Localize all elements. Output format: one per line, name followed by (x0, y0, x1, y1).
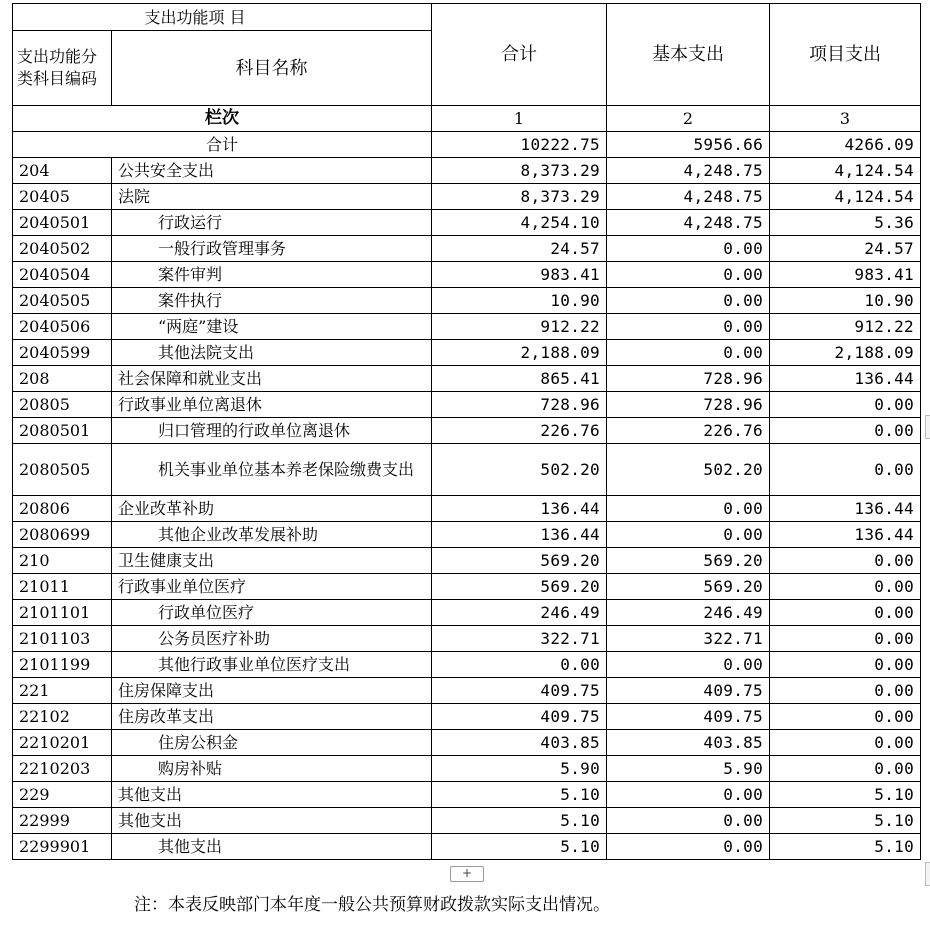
row-code: 2101199 (13, 652, 112, 678)
row-total: 569.20 (432, 574, 607, 600)
row-basic: 569.20 (607, 574, 770, 600)
row-total: 569.20 (432, 548, 607, 574)
row-total: 4,254.10 (432, 210, 607, 236)
col3-index: 3 (770, 106, 921, 132)
row-basic: 0.00 (607, 340, 770, 366)
row-basic: 246.49 (607, 600, 770, 626)
table-row (13, 834, 921, 860)
row-total: 403.85 (432, 730, 607, 756)
row-basic: 5.90 (607, 756, 770, 782)
row-code: 2080699 (13, 522, 112, 548)
project-header: 项目支出 (770, 4, 921, 106)
row-total: 983.41 (432, 262, 607, 288)
table-row (13, 522, 921, 548)
row-basic: 226.76 (607, 418, 770, 444)
row-project: 983.41 (770, 262, 921, 288)
table-row (13, 600, 921, 626)
row-project: 5.36 (770, 210, 921, 236)
row-project: 0.00 (770, 418, 921, 444)
row-basic: 0.00 (607, 782, 770, 808)
table-row (13, 496, 921, 522)
row-total: 5.10 (432, 782, 607, 808)
table-row (13, 756, 921, 782)
summary-project: 4266.09 (770, 132, 921, 158)
header-row-1 (13, 4, 921, 31)
row-basic: 409.75 (607, 704, 770, 730)
basic-header: 基本支出 (607, 4, 770, 106)
row-code: 2040501 (13, 210, 112, 236)
row-code: 22999 (13, 808, 112, 834)
row-name: 行政事业单位离退休 (112, 392, 432, 418)
row-total: 5.10 (432, 834, 607, 860)
row-code: 2101103 (13, 626, 112, 652)
row-name: 企业改革补助 (112, 496, 432, 522)
table-row (13, 392, 921, 418)
summary-row (13, 132, 921, 158)
row-code: 2040504 (13, 262, 112, 288)
row-project: 0.00 (770, 652, 921, 678)
table-row (13, 626, 921, 652)
row-project: 2,188.09 (770, 340, 921, 366)
row-code: 2299901 (13, 834, 112, 860)
row-name: 社会保障和就业支出 (112, 366, 432, 392)
row-name: 卫生健康支出 (112, 548, 432, 574)
row-total: 728.96 (432, 392, 607, 418)
row-code: 2040506 (13, 314, 112, 340)
row-code: 22102 (13, 704, 112, 730)
summary-label: 合计 (13, 132, 432, 158)
row-name: 行政单位医疗 (112, 600, 432, 626)
row-name: 法院 (112, 184, 432, 210)
row-project: 24.57 (770, 236, 921, 262)
table-row (13, 236, 921, 262)
table-row (13, 262, 921, 288)
row-total: 5.10 (432, 808, 607, 834)
table-row (13, 808, 921, 834)
row-project: 4,124.54 (770, 184, 921, 210)
row-project: 0.00 (770, 626, 921, 652)
row-code: 2080501 (13, 418, 112, 444)
row-code: 229 (13, 782, 112, 808)
row-code: 2210201 (13, 730, 112, 756)
row-basic: 403.85 (607, 730, 770, 756)
row-code: 2040599 (13, 340, 112, 366)
table-row (13, 678, 921, 704)
row-basic: 0.00 (607, 262, 770, 288)
row-code: 2101101 (13, 600, 112, 626)
row-total: 8,373.29 (432, 158, 607, 184)
row-total: 24.57 (432, 236, 607, 262)
row-basic: 322.71 (607, 626, 770, 652)
table-row (13, 548, 921, 574)
row-name: 其他支出 (112, 782, 432, 808)
row-basic: 569.20 (607, 548, 770, 574)
table-row (13, 704, 921, 730)
row-code: 2210203 (13, 756, 112, 782)
row-total: 2,188.09 (432, 340, 607, 366)
row-name: 其他支出 (112, 834, 432, 860)
row-name: 住房公积金 (112, 730, 432, 756)
row-code: 2040505 (13, 288, 112, 314)
col1-index: 1 (432, 106, 607, 132)
row-basic: 728.96 (607, 366, 770, 392)
row-total: 136.44 (432, 496, 607, 522)
add-row-button[interactable]: + (450, 866, 484, 882)
row-code: 208 (13, 366, 112, 392)
row-project: 10.90 (770, 288, 921, 314)
name-header: 科目名称 (112, 31, 432, 106)
row-basic: 0.00 (607, 652, 770, 678)
row-basic: 4,248.75 (607, 158, 770, 184)
row-basic: 0.00 (607, 522, 770, 548)
row-project: 5.10 (770, 834, 921, 860)
row-name: “两庭”建设 (112, 314, 432, 340)
row-total: 409.75 (432, 678, 607, 704)
row-code: 21011 (13, 574, 112, 600)
row-name: 公共安全支出 (112, 158, 432, 184)
row-project: 0.00 (770, 704, 921, 730)
row-total: 136.44 (432, 522, 607, 548)
row-name: 其他企业改革发展补助 (112, 522, 432, 548)
row-project: 136.44 (770, 496, 921, 522)
row-name: 其他支出 (112, 808, 432, 834)
row-total: 226.76 (432, 418, 607, 444)
row-project: 0.00 (770, 678, 921, 704)
row-name: 行政运行 (112, 210, 432, 236)
table-row (13, 418, 921, 444)
table-row (13, 652, 921, 678)
row-name: 其他法院支出 (112, 340, 432, 366)
column-index-row (13, 106, 921, 132)
row-name: 机关事业单位基本养老保险缴费支出 (112, 444, 432, 496)
row-total: 246.49 (432, 600, 607, 626)
row-total: 5.90 (432, 756, 607, 782)
row-project: 0.00 (770, 548, 921, 574)
row-basic: 0.00 (607, 808, 770, 834)
row-name: 案件执行 (112, 288, 432, 314)
table-row (13, 184, 921, 210)
row-total: 502.20 (432, 444, 607, 496)
row-basic: 0.00 (607, 288, 770, 314)
row-total: 409.75 (432, 704, 607, 730)
row-total: 0.00 (432, 652, 607, 678)
table-note: 注：本表反映部门本年度一般公共预算财政拨款实际支出情况。 (134, 895, 610, 915)
col2-index: 2 (607, 106, 770, 132)
row-total: 912.22 (432, 314, 607, 340)
edge-handle[interactable] (925, 415, 930, 439)
row-project: 0.00 (770, 756, 921, 782)
table-row (13, 730, 921, 756)
row-project: 136.44 (770, 522, 921, 548)
table-row (13, 574, 921, 600)
group-title: 支出功能项 目 (13, 4, 432, 31)
row-project: 136.44 (770, 366, 921, 392)
row-total: 322.71 (432, 626, 607, 652)
column-index-label: 栏次 (13, 106, 432, 132)
table-row (13, 158, 921, 184)
row-code: 2040502 (13, 236, 112, 262)
row-basic: 0.00 (607, 496, 770, 522)
row-name: 住房改革支出 (112, 704, 432, 730)
row-basic: 4,248.75 (607, 210, 770, 236)
table-row (13, 444, 921, 496)
row-basic: 0.00 (607, 834, 770, 860)
row-name: 购房补贴 (112, 756, 432, 782)
row-code: 221 (13, 678, 112, 704)
table-row (13, 288, 921, 314)
summary-basic: 5956.66 (607, 132, 770, 158)
table-row (13, 314, 921, 340)
table-row (13, 340, 921, 366)
table-row (13, 782, 921, 808)
row-project: 0.00 (770, 444, 921, 496)
row-basic: 409.75 (607, 678, 770, 704)
row-code: 20805 (13, 392, 112, 418)
row-project: 912.22 (770, 314, 921, 340)
row-name: 行政事业单位医疗 (112, 574, 432, 600)
table-row (13, 210, 921, 236)
row-basic: 0.00 (607, 236, 770, 262)
row-total: 865.41 (432, 366, 607, 392)
row-project: 5.10 (770, 782, 921, 808)
row-name: 公务员医疗补助 (112, 626, 432, 652)
total-header: 合计 (432, 4, 607, 106)
row-basic: 728.96 (607, 392, 770, 418)
row-basic: 502.20 (607, 444, 770, 496)
summary-total: 10222.75 (432, 132, 607, 158)
row-total: 8,373.29 (432, 184, 607, 210)
row-project: 0.00 (770, 392, 921, 418)
row-name: 其他行政事业单位医疗支出 (112, 652, 432, 678)
row-project: 0.00 (770, 600, 921, 626)
row-code: 2080505 (13, 444, 112, 496)
row-name: 住房保障支出 (112, 678, 432, 704)
budget-table (12, 3, 921, 860)
row-project: 4,124.54 (770, 158, 921, 184)
row-name: 归口管理的行政单位离退休 (112, 418, 432, 444)
row-name: 一般行政管理事务 (112, 236, 432, 262)
row-basic: 0.00 (607, 314, 770, 340)
table-row (13, 366, 921, 392)
row-code: 20806 (13, 496, 112, 522)
row-name: 案件审判 (112, 262, 432, 288)
row-project: 0.00 (770, 574, 921, 600)
row-basic: 4,248.75 (607, 184, 770, 210)
code-header: 支出功能分类科目编码 (13, 31, 112, 106)
row-code: 204 (13, 158, 112, 184)
edge-handle[interactable] (925, 862, 930, 886)
row-code: 20405 (13, 184, 112, 210)
row-project: 5.10 (770, 808, 921, 834)
row-code: 210 (13, 548, 112, 574)
row-total: 10.90 (432, 288, 607, 314)
row-project: 0.00 (770, 730, 921, 756)
